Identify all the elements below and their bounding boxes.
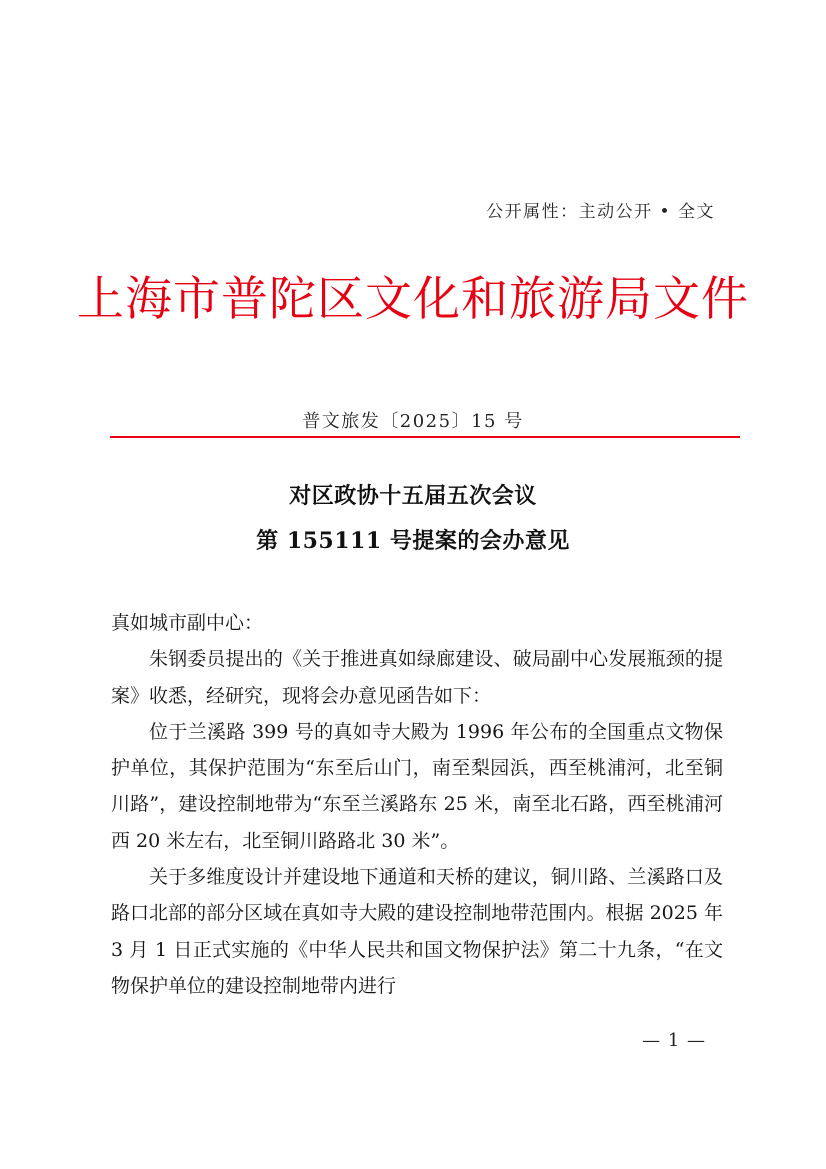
body-paragraph: 朱钢委员提出的《关于推进真如绿廊建设、破局副中心发展瓶颈的提案》收悉，经研究，现将会办意见函告如下：	[111, 648, 723, 707]
salutation: 真如城市副中心：	[111, 612, 264, 634]
page-number: — 1 —	[642, 1030, 706, 1051]
body-paragraph: 位于兰溪路 399 号的真如寺大殿为 1996 年公布的全国重点文物保护单位，其保护范围为“东至后山门，南至梨园浜，西至桃浦河，北至铜川路”，建设控制地带为“东至兰溪路东 25 米，南至北石路，西至桃浦河西 20 米左右，北至铜川路路北 30 米”。	[111, 720, 723, 852]
body-paragraph: 关于多维度设计并建设地下通道和天桥的建议，铜川路、兰溪路口及路口北部的部分区域在真如寺大殿的建设控制地带范围内。根据 2025 年 3 月 1 日正式实施的《中华人民共和国文物保护法》第二十九条，“在文物保护单位的建设控制地带内进行	[111, 866, 723, 997]
document-number: 普文旅发〔2025〕15 号	[302, 411, 524, 432]
red-separator-line	[110, 436, 740, 438]
document-title-line-1: 对区政协十五届五次会议	[289, 483, 537, 509]
disclosure-attribute: 公开属性：主动公开 • 全文	[486, 202, 715, 222]
document-title-line-2: 第 155111 号提案的会办意见	[256, 528, 570, 554]
document-body	[111, 605, 723, 1004]
issuing-authority-masthead: 上海市普陀区文化和旅游局文件	[77, 272, 749, 327]
